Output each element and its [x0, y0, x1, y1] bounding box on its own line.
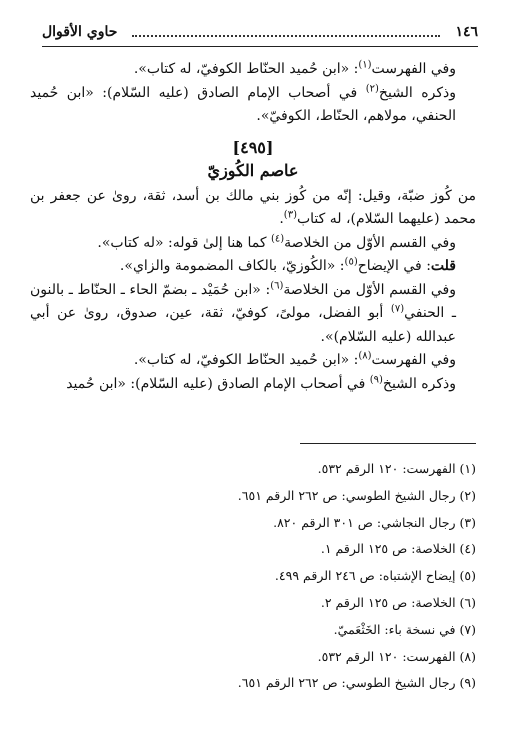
main-text: [30, 58, 476, 396]
footnote-item: (٤) الخلاصة: ص ١٢٥ الرقم ١.: [320, 541, 476, 557]
footnote-item: (٧) في نسخة باء: الخَثْعَميّ.: [333, 621, 476, 637]
footnote-ref-8[interactable]: (٨): [358, 350, 372, 362]
paragraph-sheikh-1: وذكره الشيخ$^{(٢)}$ في أصحاب الإمام الصادق (عليه السّلام): «ابن حُميد الحنفي، مولاهم، الحنّاط، الكوفيّ».: [30, 82, 457, 124]
header-leader-dots: [132, 27, 440, 37]
footnote-ref-9[interactable]: (٩): [369, 373, 383, 385]
qultu-lead: قلت: [430, 258, 456, 274]
paragraph-fihrist-1: وفي الفهرست$^{(١)}$: «ابن حُميد الحنّاط الكوفيّ، له كتاب».: [133, 59, 456, 77]
footnote-item: (٩) رجال الشيخ الطوسي: ص ٢٦٢ الرقم ٦٥١.: [237, 675, 476, 691]
footnote-ref-6[interactable]: (٦): [270, 279, 284, 291]
entry-number: [٤٩٥]: [232, 137, 274, 157]
footnote-item: (٢) رجال الشيخ الطوسي: ص ٢٦٢ الرقم ٦٥١.: [237, 487, 476, 503]
footnote-item: (٣) رجال النجاشي: ص ٣٠١ الرقم ٨٢٠.: [273, 514, 476, 530]
footnote-ref-7[interactable]: (٧): [390, 303, 405, 315]
paragraph-sheikh-2: وذكره الشيخ$^{(٩)}$ في أصحاب الإمام الصادق (عليه السّلام): «ابن حُميد: [66, 373, 456, 392]
footnote-ref-2[interactable]: (٢): [365, 82, 379, 94]
running-title: حاوي الأقوال: [42, 24, 118, 40]
paragraph-entry-intro: من كُوز ضبّة، وقيل: إنّه من كُوز بني مالك بن أسد، ثقة، روىٰ عن جعفر بن محمد (عليهما السّلام)، له كتاب$^{(٣)}$.: [30, 187, 476, 227]
footnote-ref-1[interactable]: (١): [358, 59, 372, 71]
entry-heading: عاصم الكُوزيّ: [207, 160, 299, 180]
footnote-item: (٥) إيضاح الإشتباه: ص ٢٤٦ الرقم ٤٩٩.: [274, 568, 476, 584]
footnote-item: (٦) الخلاصة: ص ١٢٥ الرقم ٢.: [320, 594, 476, 610]
footnote-ref-5[interactable]: (٥): [344, 256, 358, 268]
footnote-ref-3[interactable]: (٣): [283, 209, 297, 221]
paragraph-idah: قلت: في الإيضاح$^{(٥)}$: «الكُوزيّ، بالكاف المضمومة والزاي».: [119, 256, 456, 274]
page-header: [42, 24, 478, 47]
footnote-item: (٨) الفهرست: ١٢٠ الرقم ٥٣٢.: [317, 648, 476, 664]
paragraph-fihrist-2: وفي الفهرست$^{(٨)}$: «ابن حُميد الحنّاط الكوفيّ، له كتاب».: [133, 350, 456, 368]
paragraph-khulasa-2: وفي القسم الأوّل من الخلاصة$^{(٦)}$: «ابن حُمَيْد ـ بضمّ الحاء ـ الحنّاط ـ بالنون ـ الحنفي$^{(٧)}$ أبو الفضل، مولىً، كوفيّ، ثقة، عين، صدوق، روىٰ عن أبي عبدالله (عليه السّلام)».: [30, 279, 456, 345]
paragraph-khulasa-1: وفي القسم الأوّل من الخلاصة$^{(٤)}$ كما هنا إلىٰ قوله: «له كتاب».: [97, 232, 456, 251]
footnote-ref-4[interactable]: (٤): [270, 232, 285, 244]
footnote-separator: [300, 443, 476, 444]
footnotes: [30, 456, 476, 697]
footnote-item: (١) الفهرست: ١٢٠ الرقم ٥٣٢.: [317, 461, 476, 476]
page-number: ١٤٦: [455, 24, 478, 40]
